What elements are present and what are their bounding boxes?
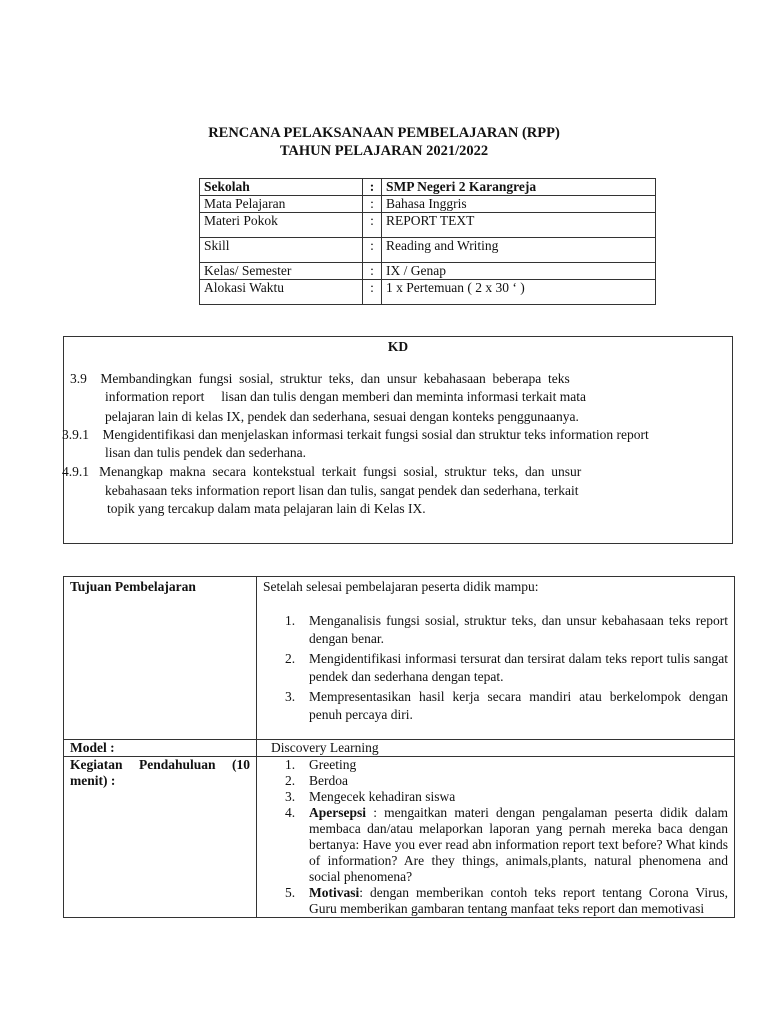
table-row [200, 263, 656, 280]
list-item: 2. Mengidentifikasi informasi tersurat dan tersirat dalam teks report tulis sangat pendek dan sederhana dengan tepat. [285, 651, 728, 684]
kd-line: lisan dan tulis pendek dan sederhana. [105, 445, 306, 460]
row-value: Bahasa Inggris [382, 196, 656, 213]
table-row [64, 577, 735, 740]
table-row [200, 238, 656, 263]
tujuan-intro: Setelah selesai pembelajaran peserta didik mampu: [263, 579, 539, 594]
pendahuluan-label-line [70, 757, 250, 773]
table-row [200, 196, 656, 213]
row-separator: : [363, 263, 382, 280]
list-item: 2. Berdoa [285, 773, 348, 788]
kd-line: topik yang tercakup dalam mata pelajaran lain di Kelas IX. [107, 501, 426, 516]
lesson-plan-table [63, 576, 735, 918]
row-label: Materi Pokok [200, 213, 363, 238]
model-label: Model : [64, 740, 257, 757]
pendahuluan-label [64, 757, 257, 918]
row-separator: : [363, 213, 382, 238]
list-item: 3. Mempresentasikan hasil kerja secara mandiri atau berkelompok dengan penuh percaya diri. [285, 689, 728, 722]
document-subtitle: TAHUN PELAJARAN 2021/2022 [279, 143, 489, 159]
list-item: 4. Apersepsi : mengaitkan materi dengan pengalaman peserta didik dalam membaca dan/atau melaporkan laporan yang pernah mereka baca dengan bertanya: Have you ever read abn information report text before? What kinds of information? Are they things, animals,plants, natural phenomena and social phenomena? [285, 805, 728, 884]
row-label: Kelas/ Semester [200, 263, 363, 280]
label-word: Pendahuluan [138, 757, 216, 772]
row-value: IX / Genap [382, 263, 656, 280]
identity-table [199, 178, 656, 305]
row-value: Reading and Writing [382, 238, 656, 263]
kd-title: KD [387, 339, 409, 354]
kd-box [63, 336, 733, 544]
model-value: Discovery Learning [257, 740, 735, 757]
kd-line: 3.9.1 Mengidentifikasi dan menjelaskan informasi terkait fungsi sosial dan struktur teks information report [62, 427, 649, 442]
table-row [64, 757, 735, 918]
row-label: Mata Pelajaran [200, 196, 363, 213]
row-separator: : [363, 238, 382, 263]
pendahuluan-content [257, 757, 735, 918]
row-label: Skill [200, 238, 363, 263]
list-item: 3. Mengecek kehadiran siswa [285, 789, 456, 804]
row-separator: : [363, 280, 382, 305]
tujuan-list [263, 612, 728, 724]
kd-line: 4.9.1 Menangkap makna secara kontekstual terkait fungsi sosial, struktur teks, dan unsur [62, 464, 582, 479]
table-row [200, 213, 656, 238]
tujuan-label: Tujuan Pembelajaran [64, 577, 257, 740]
tujuan-content [257, 577, 735, 740]
label-line: menit) : [70, 773, 116, 788]
row-label: Sekolah [200, 179, 363, 196]
label-word: (10 [231, 757, 250, 772]
kd-line: 3.9 Membandingkan fungsi sosial, struktur teks, dan unsur kebahasaan beberapa teks [70, 371, 570, 386]
row-value: SMP Negeri 2 Karangreja [382, 179, 656, 196]
row-separator: : [363, 196, 382, 213]
row-value: 1 x Pertemuan ( 2 x 30 ‘ ) [382, 280, 656, 305]
pendahuluan-list [263, 757, 728, 917]
row-separator: : [363, 179, 382, 196]
row-value: REPORT TEXT [382, 213, 656, 238]
table-row [64, 740, 735, 757]
kd-line: pelajaran lain di kelas IX, pendek dan sederhana, sesuai dengan konteks penggunaanya. [105, 409, 579, 424]
table-row [200, 280, 656, 305]
row-label: Alokasi Waktu [200, 280, 363, 305]
kd-line: information report lisan dan tulis dengan memberi dan meminta informasi terkait mata [105, 389, 586, 404]
table-row [200, 179, 656, 196]
list-item: 1. Menganalisis fungsi sosial, struktur teks, dan unsur kebahasaan teks report dengan benar. [285, 613, 728, 646]
label-word: Kegiatan [70, 757, 123, 772]
kd-line: kebahasaan teks information report lisan dan tulis, sangat pendek dan sederhana, terkait [105, 483, 579, 498]
list-item: 5. Motivasi: dengan memberikan contoh teks report tentang Corona Virus, Guru memberikan gambaran tentang manfaat teks report dan memotivasi [285, 885, 728, 916]
list-item: 1. Greeting [285, 757, 357, 772]
document-title: RENCANA PELAKSANAAN PEMBELAJARAN (RPP) [208, 125, 560, 141]
